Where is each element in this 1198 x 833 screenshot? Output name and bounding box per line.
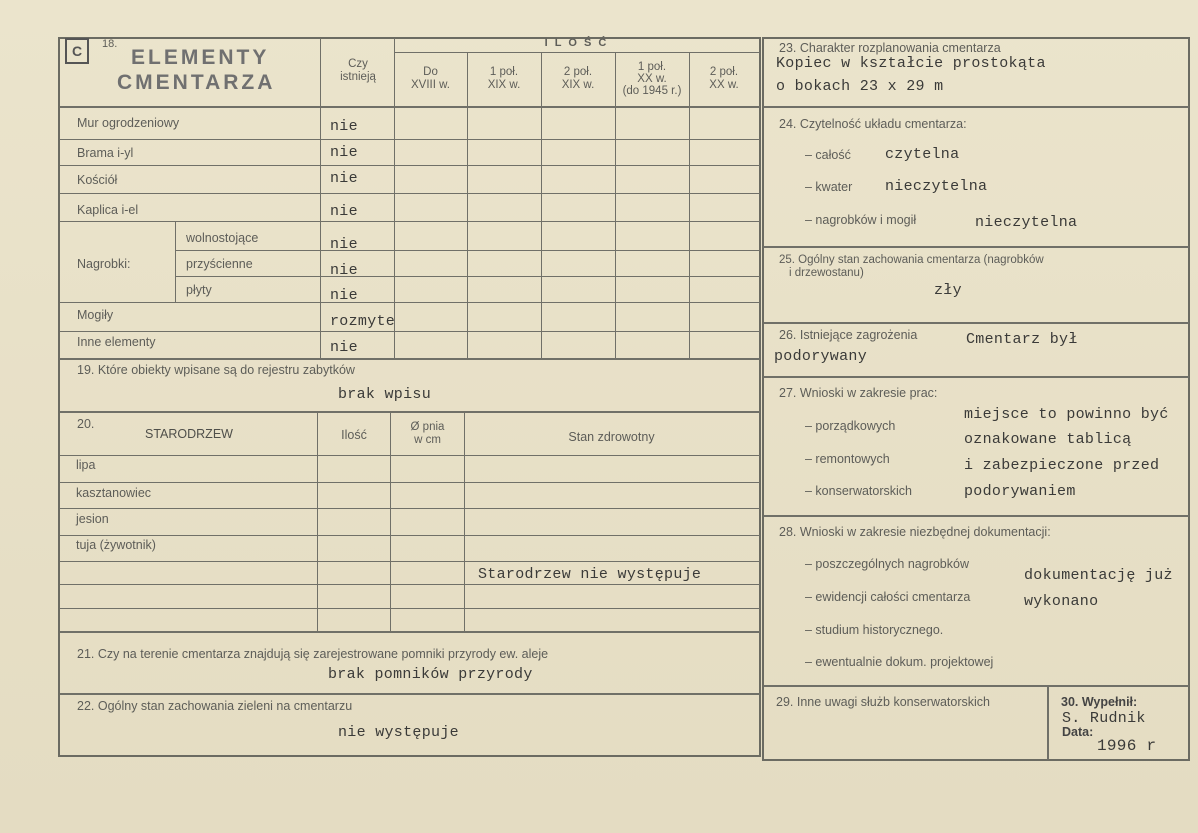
s23-line2: o bokach 23 x 29 m <box>776 78 944 95</box>
s24-b-value: nieczytelna <box>885 178 988 195</box>
section18-title-2: CMENTARZA <box>117 71 276 94</box>
element-value-brama: nie <box>330 144 358 161</box>
s25-label: 25. Ogólny stan zachowania cmentarza (nagrobków i drzewostanu) <box>779 254 1044 279</box>
s19-label: 19. Które obiekty wpisane są do rejestru zabytków <box>77 363 355 377</box>
s30-data-label: Data: <box>1062 725 1094 739</box>
s28-b: – ewidencji całości cmentarza <box>805 590 971 604</box>
s20-stan: Stan zdrowotny <box>568 430 655 444</box>
s26-value2: podorywany <box>774 348 868 365</box>
header-ilosc: I L O Ś Ć <box>544 37 609 49</box>
element-value-przyscienne: nie <box>330 262 358 279</box>
tree-tuja: tuja (żywotnik) <box>76 538 156 552</box>
s27-value-1: miejsce to powinno być <box>964 406 1169 423</box>
header-period-5: 2 poł. XX w. <box>709 66 739 91</box>
s28-c: – studium historycznego. <box>805 623 944 637</box>
element-label-nagrobki: Nagrobki: <box>77 257 131 271</box>
element-label-mogily: Mogiły <box>77 308 114 322</box>
s30-date: 1996 r <box>1097 737 1157 755</box>
s27-b: – remontowych <box>805 452 890 466</box>
s26-value1: Cmentarz był <box>966 331 1078 348</box>
element-label-plyty: płyty <box>186 283 212 297</box>
element-value-wolnostojace: nie <box>330 236 358 253</box>
tree-kasztanowiec: kasztanowiec <box>76 486 152 500</box>
element-label-inne: Inne elementy <box>77 335 156 349</box>
s24-a-label: – całość <box>805 148 851 162</box>
s29-label: 29. Inne uwagi służb konserwatorskich <box>776 695 991 709</box>
s28-label: 28. Wnioski w zakresie niezbędnej dokumentacji: <box>779 525 1051 539</box>
element-label-mur: Mur ogrodzeniowy <box>77 116 180 130</box>
section-c-box: C <box>65 38 89 64</box>
s28-a: – poszczególnych nagrobków <box>805 557 969 571</box>
s27-value-3: i zabezpieczone przed <box>964 457 1160 474</box>
element-value-plyty: nie <box>330 287 358 304</box>
s25-value: zły <box>934 282 962 299</box>
tree-lipa: lipa <box>76 458 96 472</box>
s27-value-2: oznakowane tablicą <box>964 431 1132 448</box>
element-label-kosciol: Kościół <box>77 173 118 187</box>
s22-value: nie występuje <box>338 724 459 741</box>
element-value-inne: nie <box>330 339 358 356</box>
section18-title-1: ELEMENTY <box>131 46 270 69</box>
s23-label: 23. Charakter rozplanowania cmentarza <box>779 41 1001 55</box>
element-label-wolnostojace: wolnostojące <box>186 231 259 245</box>
tree-jesion: jesion <box>76 512 109 526</box>
element-value-kaplica: nie <box>330 203 358 220</box>
s24-c-value: nieczytelna <box>975 214 1078 231</box>
header-period-4: 1 poł. XX w. (do 1945 r.) <box>622 61 682 97</box>
section18-number: 18. <box>102 38 118 50</box>
s20-ilosc: Ilość <box>341 428 367 442</box>
s30-label: 30. Wypełnił: <box>1061 695 1138 709</box>
s27-value-4: podorywaniem <box>964 483 1076 500</box>
s24-b-label: – kwater <box>805 180 853 194</box>
header-period-2: 1 poł. XIX w. <box>487 66 521 91</box>
s19-value: brak wpisu <box>338 386 432 403</box>
element-label-brama: Brama i-yl <box>77 146 134 160</box>
s21-value: brak pomników przyrody <box>328 666 533 683</box>
s24-a-value: czytelna <box>885 146 960 163</box>
s27-a: – porządkowych <box>805 419 896 433</box>
s22-label: 22. Ogólny stan zachowania zieleni na cmentarzu <box>77 699 353 713</box>
element-value-mogily: rozmyte <box>330 313 396 330</box>
header-czy: Czy istnieją <box>340 58 376 83</box>
s21-label: 21. Czy na terenie cmentarza znajdują się zarejestrowane pomniki przyrody ew. aleje <box>77 647 549 661</box>
s27-label: 27. Wnioski w zakresie prac: <box>779 386 938 400</box>
s20-number: 20. <box>77 417 95 431</box>
s24-label: 24. Czytelność układu cmentarza: <box>779 117 967 131</box>
s20-note: Starodrzew nie występuje <box>478 566 702 583</box>
s20-pien: Ø pnia w cm <box>410 421 445 446</box>
s20-title: STARODRZEW <box>145 427 233 441</box>
header-period-3: 2 poł. XIX w. <box>561 66 595 91</box>
s23-line1: Kopiec w kształcie prostokąta <box>776 55 1046 72</box>
s26-label: 26. Istniejące zagrożenia <box>779 328 918 342</box>
s28-value-1: dokumentację już <box>1024 567 1173 584</box>
s24-c-label: – nagrobków i mogił <box>805 213 917 227</box>
s30-name: S. Rudnik <box>1062 710 1146 727</box>
element-value-kosciol: nie <box>330 170 358 187</box>
element-value-mur: nie <box>330 118 358 135</box>
element-label-przyscienne: przyścienne <box>186 257 253 271</box>
s28-value-2: wykonano <box>1024 593 1099 610</box>
header-period-1: Do XVIII w. <box>411 66 450 91</box>
element-label-kaplica: Kaplica i-el <box>77 203 139 217</box>
s27-c: – konserwatorskich <box>805 484 912 498</box>
s28-d: – ewentualnie dokum. projektowej <box>805 655 994 669</box>
